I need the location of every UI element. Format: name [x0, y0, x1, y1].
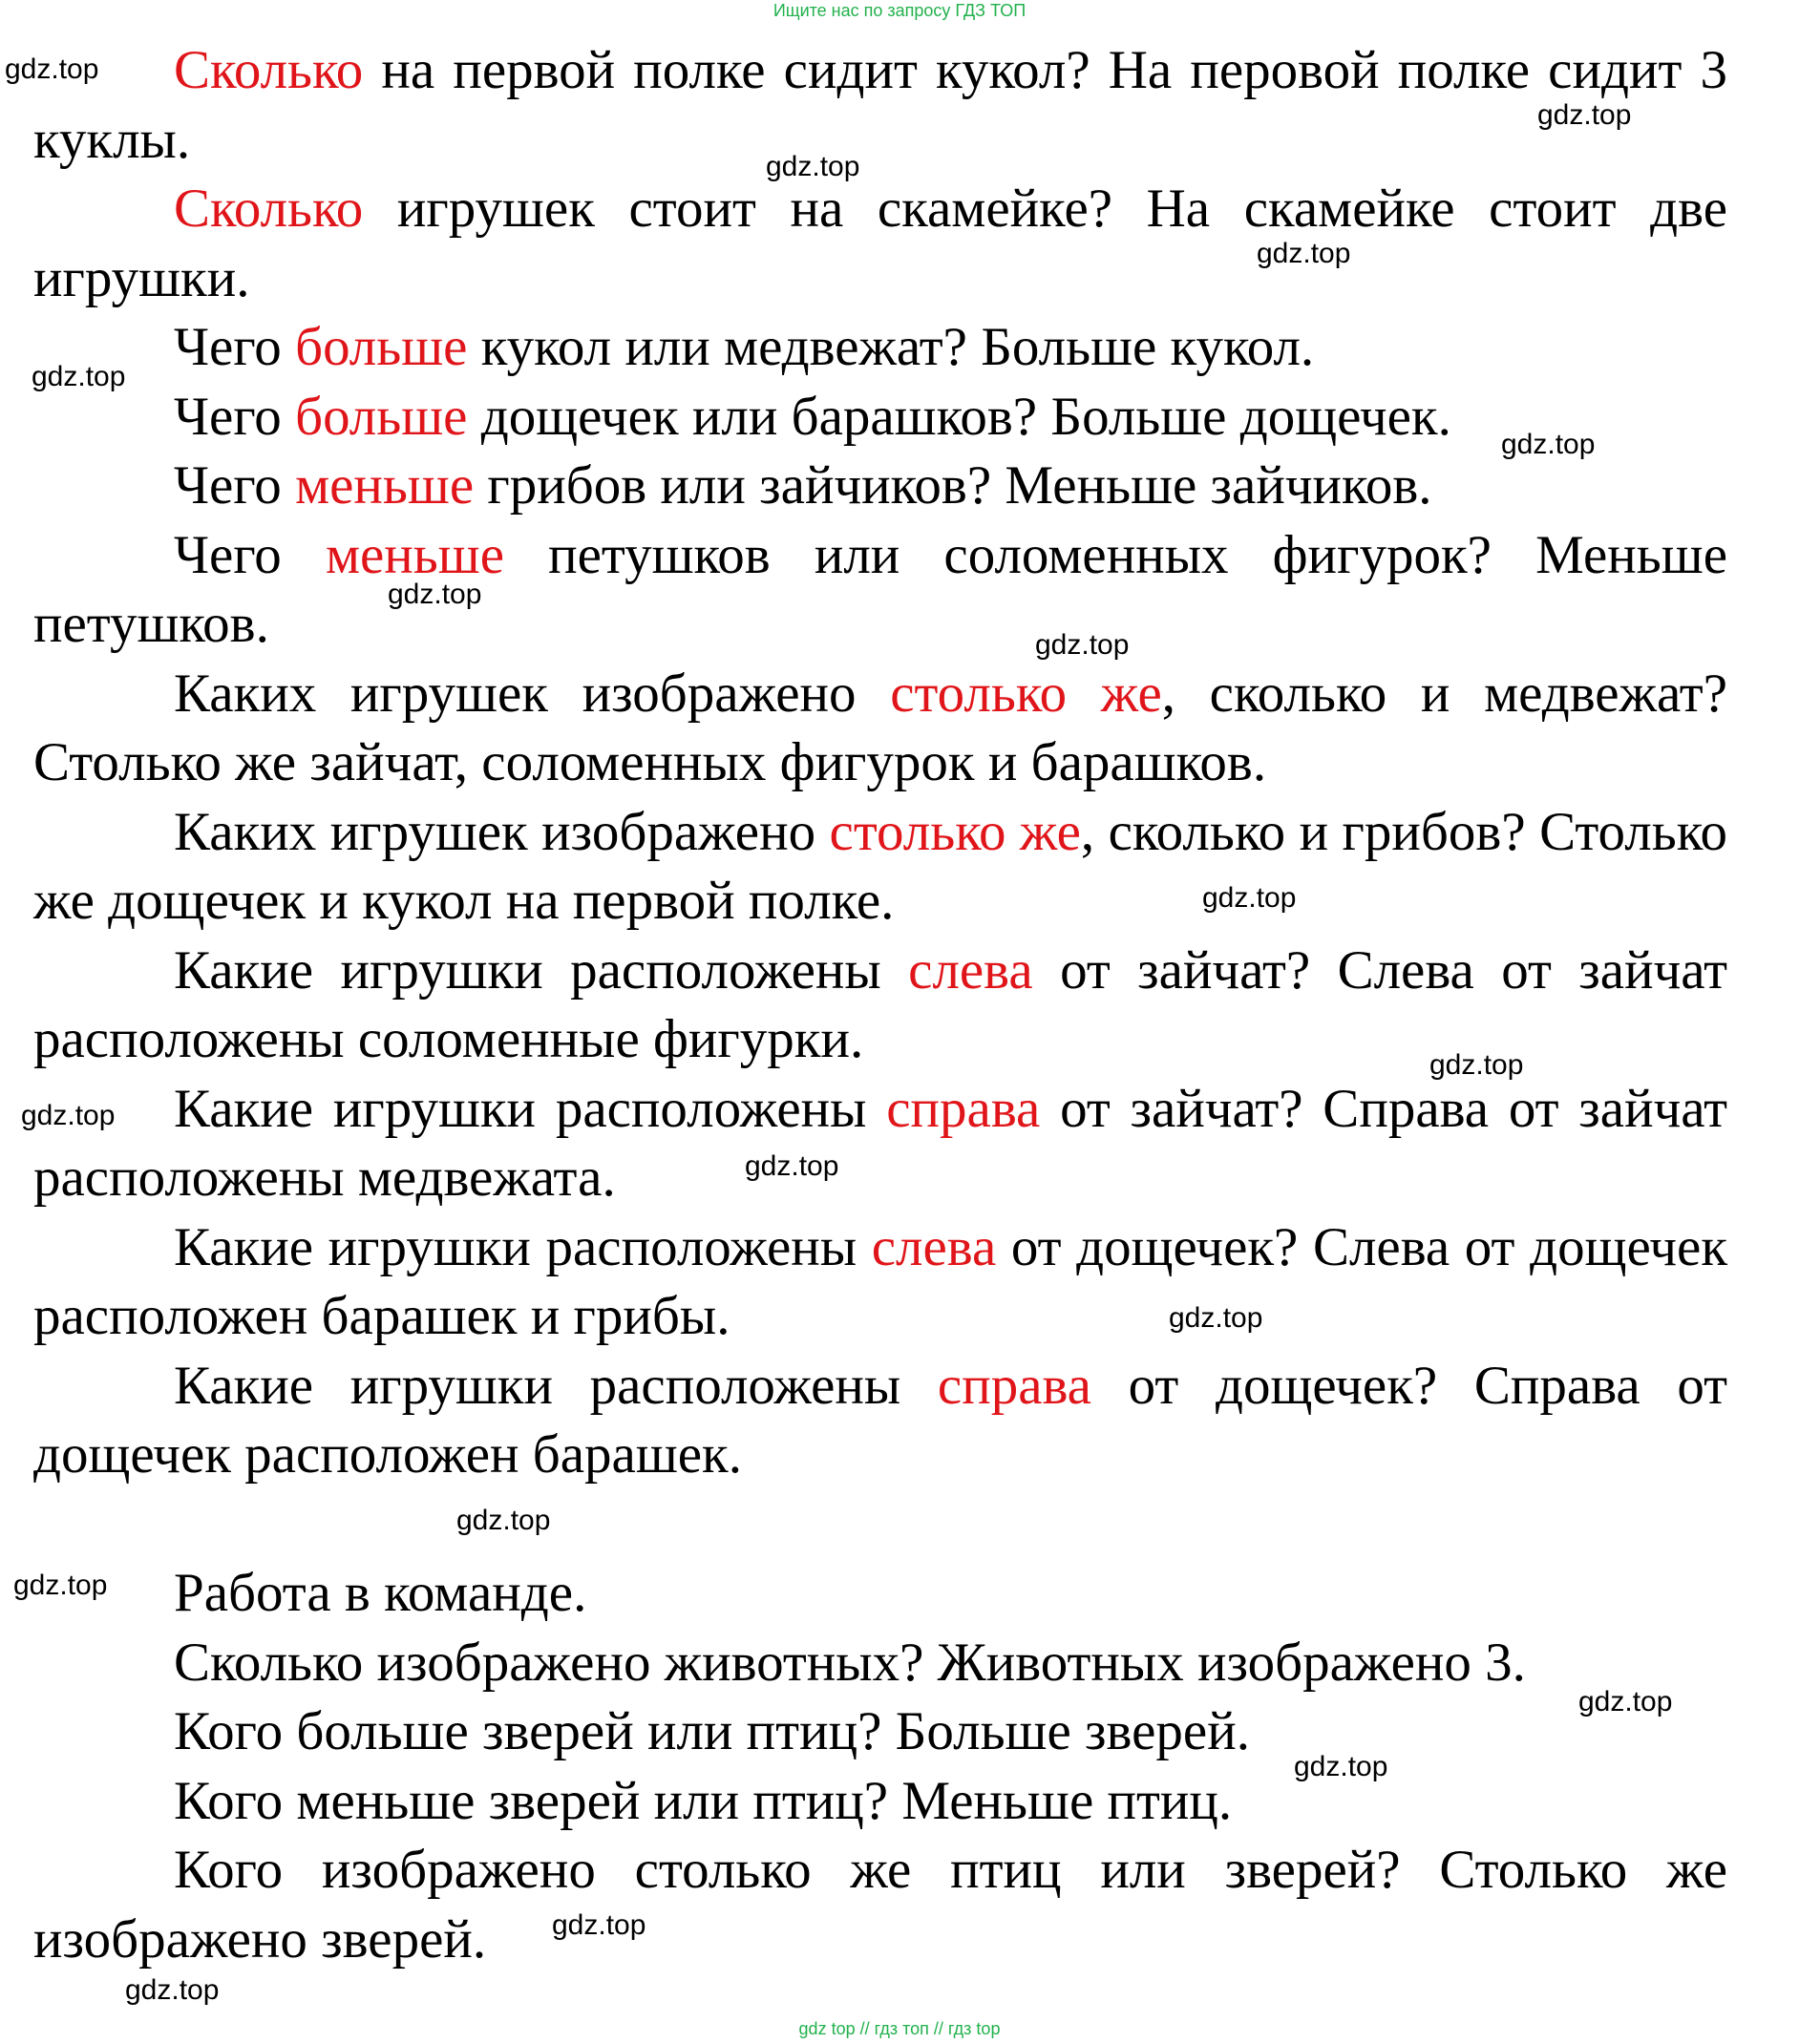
paragraph-10 [33, 1075, 1727, 1213]
watermark: gdz.top [552, 1909, 646, 1941]
paragraph-9-pre: Какие игрушки расположены [174, 939, 909, 1001]
header-search-note: Ищите нас по запросу ГДЗ ТОП [773, 1, 1026, 20]
paragraph-2-keyword: Сколько [174, 179, 364, 239]
watermark: gdz.top [766, 151, 860, 182]
paragraph-8 [33, 798, 1727, 937]
watermark: gdz.top [1578, 1686, 1673, 1717]
watermark: gdz.top [1257, 238, 1351, 269]
paragraph-5-keyword: меньше [295, 455, 475, 516]
paragraph-7-keyword: столько же [890, 663, 1162, 724]
paragraph-9-post: от зайчат? Слева от зайчат расположены соломенные фигурки. [33, 939, 1728, 1069]
paragraph-7 [33, 660, 1727, 798]
paragraph-10-post: от зайчат? Справа от зайчат расположены медвежата. [33, 1078, 1728, 1208]
paragraph-12-keyword: справа [937, 1355, 1091, 1416]
paragraph-11-post: от дощечек? Слева от дощечек расположен барашек и грибы. [33, 1216, 1728, 1346]
paragraph-11-keyword: слева [871, 1216, 997, 1277]
team-section-title: Работа в команде. [174, 1563, 587, 1623]
paragraph-4-keyword: больше [295, 386, 468, 447]
paragraph-5-pre: Чего [174, 455, 296, 516]
watermark: gdz.top [1501, 429, 1596, 460]
paragraph-11-pre: Какие игрушки расположены [174, 1216, 872, 1277]
paragraph-4 [33, 383, 1727, 453]
team-line-4: Кого изображено столько же птиц или зверей? Столько же изображено зверей. [33, 1840, 1727, 1970]
team-line-3: Кого меньше зверей или птиц? Меньше птиц. [174, 1770, 1233, 1831]
watermark: gdz.top [1169, 1302, 1263, 1334]
paragraph-10-pre: Какие игрушки расположены [174, 1078, 887, 1139]
watermark: gdz.top [1294, 1751, 1388, 1782]
paragraph-8-post: , сколько и грибов? Столько же дощечек и кукол на первой полке. [33, 801, 1728, 931]
paragraph-10-keyword: справа [886, 1078, 1041, 1139]
paragraph-1-post: на первой полке сидит кукол? На перовой полке сидит 3 куклы. [33, 40, 1727, 170]
paragraph-2 [33, 175, 1727, 313]
paragraph-1-keyword: Сколько [174, 40, 364, 100]
paragraph-9-keyword: слева [908, 939, 1033, 1001]
paragraph-5 [33, 452, 1727, 521]
watermark: gdz.top [1035, 629, 1130, 661]
team-line-2: Кого больше зверей или птиц? Больше зверей. [174, 1701, 1250, 1761]
paragraph-6-post: петушков или соломенных фигурок? Меньше петушков. [33, 524, 1727, 654]
watermark: gdz.top [125, 1974, 220, 2006]
paragraph-8-pre: Каких игрушек изображено [174, 801, 830, 862]
paragraph-4-pre: Чего [174, 386, 296, 447]
footer-note: gdz top // гдз топ // гдз top [798, 2019, 1001, 2038]
watermark: gdz.top [1537, 99, 1632, 131]
paragraph-12-pre: Какие игрушки расположены [174, 1355, 938, 1416]
watermark: gdz.top [32, 361, 126, 392]
watermark: gdz.top [456, 1505, 551, 1536]
paragraph-6-pre: Чего [174, 524, 326, 585]
answer-text [33, 36, 1727, 1974]
watermark: gdz.top [388, 579, 482, 610]
team-line-1: Сколько изображено животных? Животных изображено 3. [174, 1632, 1526, 1693]
watermark: gdz.top [21, 1100, 116, 1131]
watermark: gdz.top [5, 53, 99, 85]
paragraph-12-post: от дощечек? Справа от дощечек расположен барашек. [33, 1355, 1727, 1485]
paragraph-12 [33, 1352, 1727, 1490]
paragraph-3-post: кукол или медвежат? Больше кукол. [467, 317, 1315, 377]
watermark: gdz.top [13, 1570, 108, 1601]
watermark: gdz.top [745, 1150, 839, 1182]
paragraph-11 [33, 1213, 1727, 1352]
watermark: gdz.top [1429, 1049, 1524, 1081]
paragraph-5-post: грибов или зайчиков? Меньше зайчиков. [474, 455, 1432, 516]
watermark: gdz.top [1202, 882, 1297, 914]
paragraph-8-keyword: столько же [829, 801, 1081, 862]
paragraph-3-pre: Чего [174, 317, 296, 377]
paragraph-3 [33, 313, 1727, 383]
paragraph-3-keyword: больше [295, 317, 468, 377]
paragraph-6-keyword: меньше [325, 524, 504, 585]
paragraph-7-post: , сколько и медвежат? Столько же зайчат, соломенных фигурок и барашков. [33, 663, 1727, 792]
paragraph-4-post: дощечек или барашков? Больше дощечек. [467, 386, 1451, 447]
paragraph-7-pre: Каких игрушек изображено [174, 663, 891, 724]
paragraph-1 [33, 36, 1727, 175]
paragraph-2-post: игрушек стоит на скамейке? На скамейке стоит две игрушки. [33, 179, 1727, 308]
paragraph-6 [33, 521, 1727, 660]
